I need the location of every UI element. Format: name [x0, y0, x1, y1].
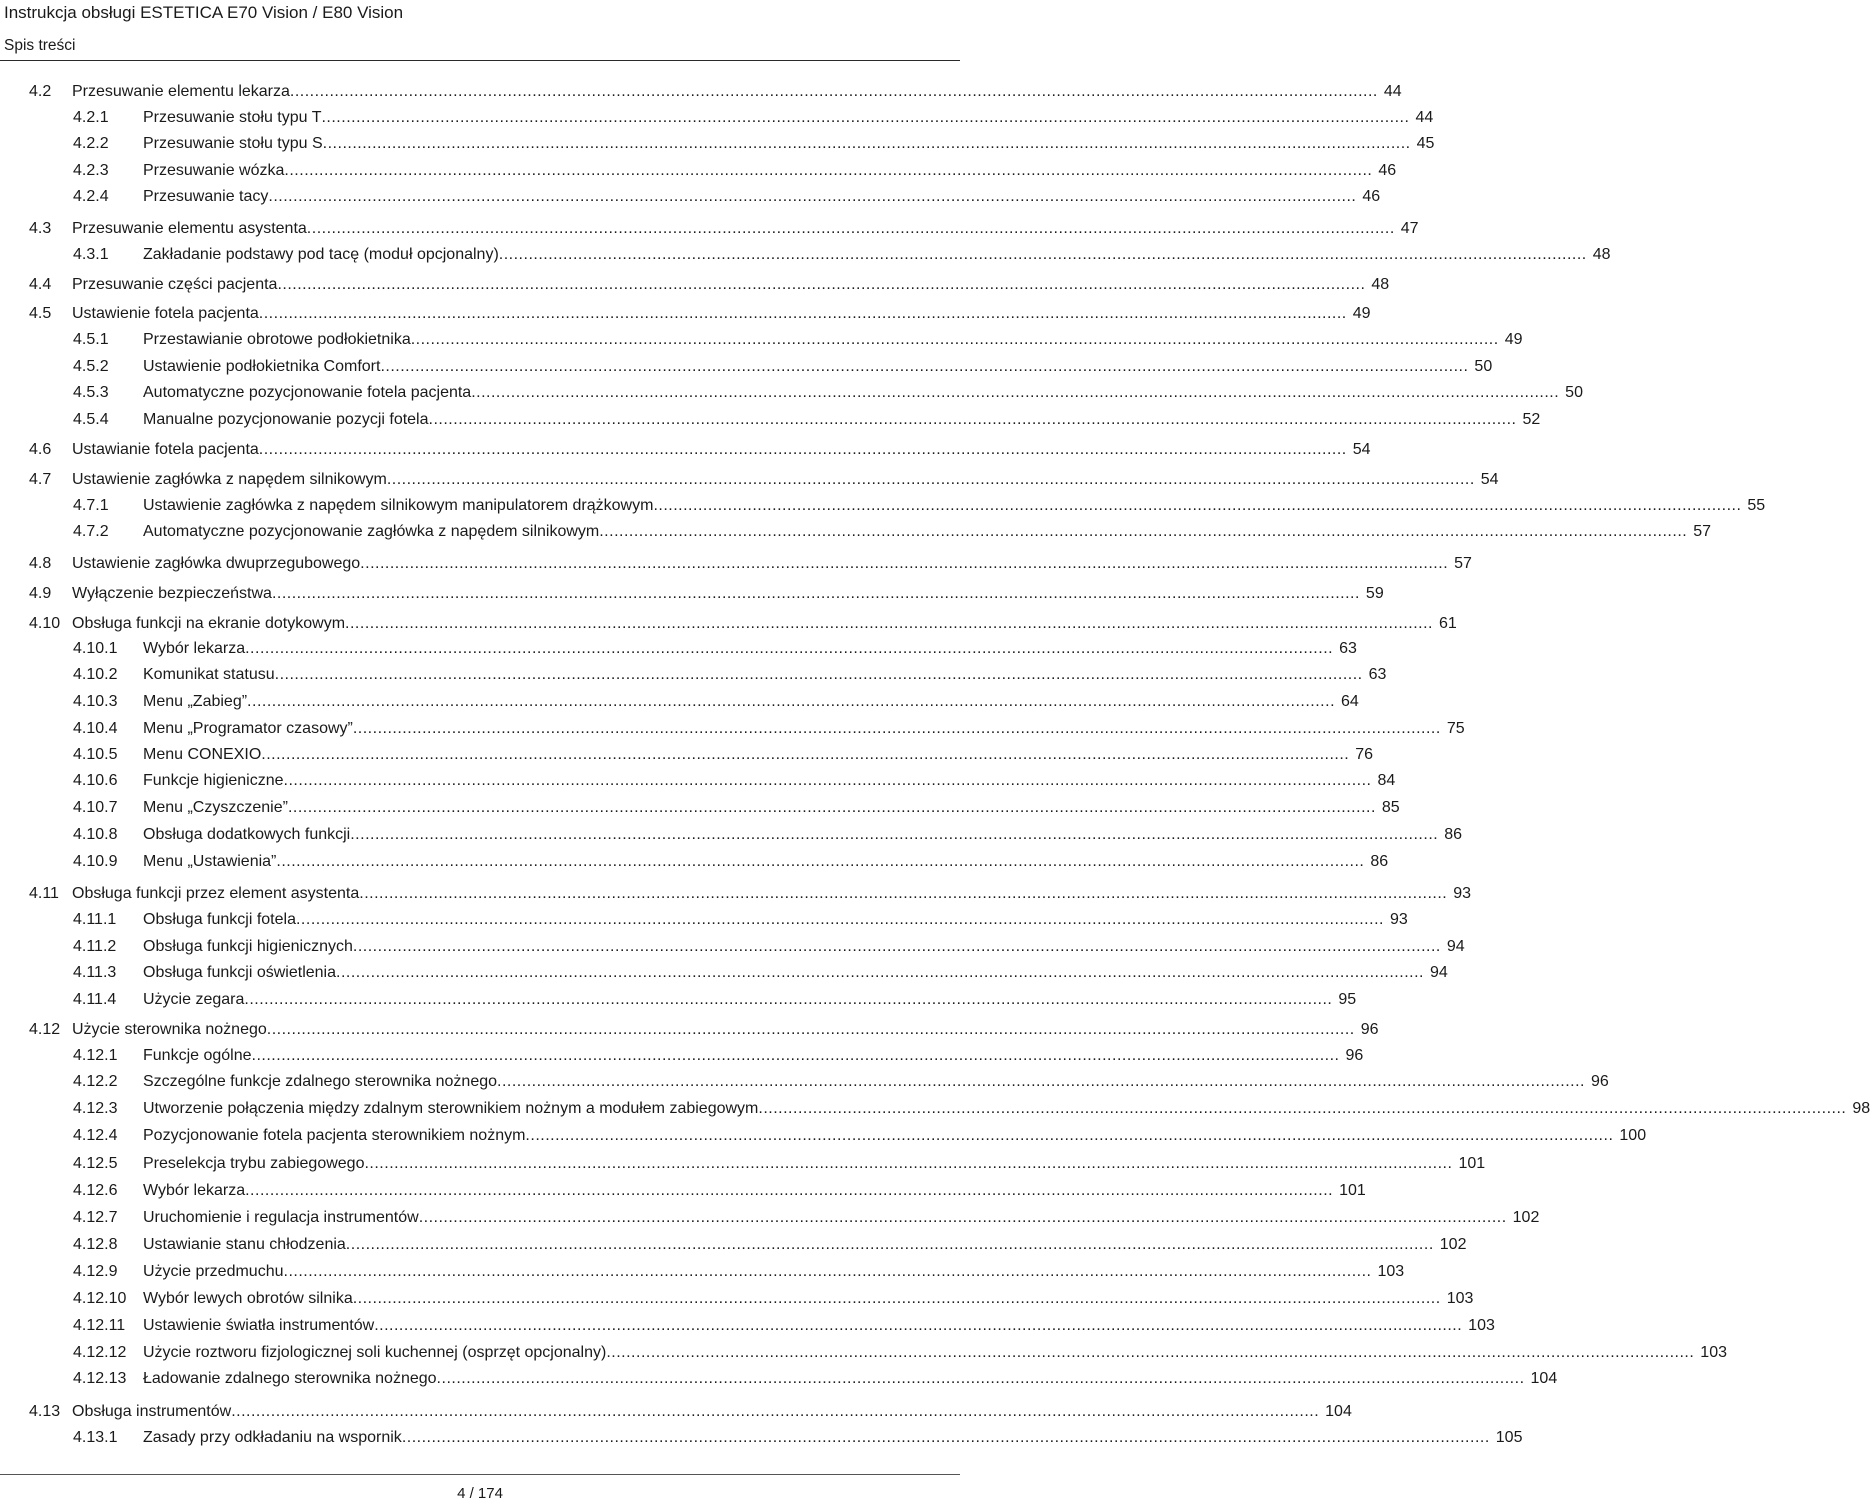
dot-leader: ............................................................................................................................................................................................................................	[758, 1100, 1847, 1117]
dot-leader: ............................................................................................................................................................................................................................	[471, 384, 1560, 401]
toc-entry-title: Uruchomienie i regulacja instrumentów	[143, 1209, 419, 1226]
toc-entry-title: Funkcje higieniczne	[143, 772, 284, 789]
toc-subsection-entry[interactable]	[0, 131, 1435, 157]
toc-entry-page: 94	[1446, 938, 1465, 955]
dot-leader: ............................................................................................................................................................................................................................	[306, 220, 1395, 237]
toc-entry-page: 63	[1368, 666, 1387, 683]
toc-subsection-entry[interactable]	[0, 407, 1541, 433]
toc-entry-number: 4.5.2	[73, 358, 109, 375]
toc-section-entry[interactable]	[0, 551, 1472, 577]
footer-divider	[0, 1474, 960, 1475]
toc-entry-number: 4.12.7	[73, 1209, 118, 1226]
toc-subsection-entry[interactable]	[0, 636, 1357, 662]
dot-leader: ............................................................................................................................................................................................................................	[364, 1155, 1453, 1172]
toc-entry-title: Obsługa funkcji przez element asystenta	[72, 885, 360, 902]
toc-entry-number: 4.12.3	[73, 1100, 118, 1117]
dot-leader: ............................................................................................................................................................................................................................	[380, 358, 1469, 375]
toc-entry-number: 4.12.4	[73, 1127, 118, 1144]
toc-section-entry[interactable]	[0, 216, 1419, 242]
toc-entry-page: 100	[1619, 1127, 1647, 1144]
toc-entry-title: Pozycjonowanie fotela pacjenta sterownikiem nożnym	[143, 1127, 526, 1144]
toc-entry-number: 4.10.6	[73, 772, 118, 789]
toc-subsection-entry[interactable]	[0, 519, 1711, 545]
dot-leader: ............................................................................................................................................................................................................................	[497, 1073, 1585, 1090]
toc-subsection-entry[interactable]	[0, 242, 1611, 268]
dot-leader: ............................................................................................................................................................................................................................	[410, 331, 1499, 348]
toc-entry-title: Przesuwanie stołu typu S	[143, 135, 323, 152]
toc-entry-page: 59	[1365, 585, 1384, 602]
toc-entry-number: 4.11.4	[73, 991, 117, 1008]
toc-subsection-entry[interactable]	[0, 1096, 1870, 1122]
toc-entry-page: 48	[1592, 246, 1611, 263]
toc-entry-title: Szczególne funkcje zdalnego sterownika nożnego	[143, 1073, 498, 1090]
toc-entry-title: Zakładanie podstawy pod tacę (moduł opcjonalny)	[143, 246, 499, 263]
toc-entry-page: 57	[1454, 555, 1472, 572]
toc-entry-title: Menu „Czyszczenie”	[143, 799, 288, 816]
toc-entry-page: 86	[1444, 826, 1462, 843]
toc-entry-number: 4.10	[29, 615, 61, 632]
dot-leader: ............................................................................................................................................................................................................................	[350, 826, 1439, 843]
dot-leader: ............................................................................................................................................................................................................................	[271, 585, 1360, 602]
toc-entry-number: 4.12.9	[73, 1263, 118, 1280]
toc-entry-page: 84	[1377, 772, 1396, 789]
dot-leader: ............................................................................................................................................................................................................................	[321, 109, 1410, 126]
toc-entry-title: Obsługa funkcji na ekranie dotykowym	[72, 615, 346, 632]
toc-subsection-entry[interactable]	[0, 716, 1465, 742]
toc-entry-page: 61	[1439, 615, 1457, 632]
toc-entry-title: Utworzenie połączenia między zdalnym sterownikiem nożnym a modułem zabiegowym	[143, 1100, 759, 1117]
toc-entry-page: 96	[1360, 1021, 1379, 1038]
toc-entry-page: 94	[1429, 964, 1448, 981]
dot-leader: ............................................................................................................................................................................................................................	[247, 693, 1336, 710]
dot-leader: ............................................................................................................................................................................................................................	[231, 1403, 1320, 1420]
toc-entry-title: Ustawienie zagłówka dwuprzegubowego	[72, 555, 361, 572]
toc-entry-page: 98	[1852, 1100, 1870, 1117]
dot-leader: ............................................................................................................................................................................................................................	[345, 1236, 1434, 1253]
toc-entry-page: 54	[1480, 471, 1499, 488]
dot-leader: ............................................................................................................................................................................................................................	[436, 1370, 1525, 1387]
toc-entry-number: 4.12.10	[73, 1290, 127, 1307]
toc-entry-page: 52	[1522, 411, 1541, 428]
toc-entry-number: 4.4	[29, 276, 52, 293]
toc-entry-number: 4.3	[29, 220, 52, 237]
toc-entry-title: Menu „Ustawienia”	[143, 853, 277, 870]
toc-entry-page: 49	[1352, 305, 1371, 322]
toc-entry-title: Przesuwanie stołu typu T	[143, 109, 322, 126]
dot-leader: ............................................................................................................................................................................................................................	[336, 964, 1424, 981]
dot-leader: ............................................................................................................................................................................................................................	[352, 720, 1441, 737]
toc-entry-page: 103	[1446, 1290, 1474, 1307]
toc-subsection-entry[interactable]	[0, 1313, 1495, 1339]
toc-entry-title: Obsługa funkcji oświetlenia	[143, 964, 336, 981]
toc-entry-title: Wybór lewych obrotów silnika	[143, 1290, 353, 1307]
toc-entry-page: 96	[1590, 1073, 1609, 1090]
toc-subsection-entry[interactable]	[0, 105, 1434, 131]
toc-entry-title: Wyłączenie bezpieczeństwa	[72, 585, 272, 602]
toc-subsection-entry[interactable]	[0, 1123, 1647, 1149]
header-divider	[0, 60, 960, 61]
toc-entry-title: Preselekcja trybu zabiegowego	[143, 1155, 365, 1172]
toc-entry-title: Obsługa funkcji fotela	[143, 911, 296, 928]
dot-leader: ............................................................................................................................................................................................................................	[401, 1429, 1490, 1446]
toc-entry-number: 4.11.3	[73, 964, 117, 981]
toc-entry-title: Ustawienie podłokietnika Comfort	[143, 358, 381, 375]
toc-subsection-entry[interactable]	[0, 795, 1400, 821]
toc-entry-title: Ustawienie zagłówka z napędem silnikowym	[72, 471, 387, 488]
toc-entry-title: Ustawienie fotela pacjenta	[72, 305, 259, 322]
dot-leader: ............................................................................................................................................................................................................................	[268, 188, 1357, 205]
toc-section-entry[interactable]	[0, 881, 1472, 907]
toc-entry-number: 4.10.8	[73, 826, 118, 843]
toc-entry-number: 4.12.13	[73, 1370, 127, 1387]
toc-entry-number: 4.13	[29, 1403, 61, 1420]
toc-entry-number: 4.6	[29, 441, 52, 458]
toc-entry-page: 101	[1458, 1155, 1486, 1172]
toc-entry-number: 4.11.1	[73, 911, 117, 928]
dot-leader: ............................................................................................................................................................................................................................	[599, 523, 1688, 540]
toc-entry-number: 4.2	[29, 83, 52, 100]
toc-entry-page: 64	[1341, 693, 1359, 710]
toc-subsection-entry[interactable]	[0, 1366, 1558, 1392]
toc-entry-number: 4.10.7	[73, 799, 118, 816]
dot-leader: ............................................................................................................................................................................................................................	[266, 1021, 1355, 1038]
toc-entry-number: 4.12.2	[73, 1073, 118, 1090]
toc-entry-page: 44	[1415, 109, 1434, 126]
toc-entry-page: 103	[1468, 1317, 1495, 1334]
toc-entry-title: Automatyczne pozycjonowanie fotela pacjenta	[143, 384, 472, 401]
document-title: Instrukcja obsługi ESTETICA E70 Vision / E80 Vision	[4, 3, 404, 22]
toc-entry-number: 4.12.11	[73, 1317, 126, 1334]
toc-entry-title: Manualne pozycjonowanie pozycji fotela	[143, 411, 429, 428]
toc-entry-title: Menu CONEXIO	[143, 746, 262, 763]
toc-entry-title: Funkcje ogólne	[143, 1047, 252, 1064]
toc-entry-page: 102	[1439, 1236, 1467, 1253]
toc-subsection-entry[interactable]	[0, 184, 1381, 210]
toc-subsection-entry[interactable]	[0, 689, 1359, 715]
toc-section-entry[interactable]	[0, 272, 1390, 298]
toc-entry-number: 4.3.1	[73, 246, 109, 263]
dot-leader: ............................................................................................................................................................................................................................	[418, 1209, 1507, 1226]
dot-leader: ............................................................................................................................................................................................................................	[245, 1182, 1334, 1199]
toc-entry-page: 85	[1381, 799, 1400, 816]
toc-entry-number: 4.10.5	[73, 746, 118, 763]
dot-leader: ............................................................................................................................................................................................................................	[284, 162, 1373, 179]
dot-leader: ............................................................................................................................................................................................................................	[386, 471, 1475, 488]
toc-entry-title: Obsługa dodatkowych funkcji	[143, 826, 351, 843]
toc-entry-page: 54	[1352, 441, 1371, 458]
toc-subsection-entry[interactable]	[0, 1232, 1467, 1258]
toc-entry-title: Użycie zegara	[143, 991, 245, 1008]
toc-entry-number: 4.9	[29, 585, 52, 602]
dot-leader: ............................................................................................................................................................................................................................	[276, 853, 1365, 870]
toc-entry-number: 4.7	[29, 471, 52, 488]
dot-leader: ............................................................................................................................................................................................................................	[289, 83, 1378, 100]
toc-subsection-entry[interactable]	[0, 822, 1462, 848]
toc-subsection-entry[interactable]	[0, 1151, 1486, 1177]
toc-entry-title: Przesuwanie wózka	[143, 162, 285, 179]
toc-entry-title: Użycie roztworu fizjologicznej soli kuchennej (osprzęt opcjonalny)	[143, 1344, 607, 1361]
toc-section-entry[interactable]	[0, 611, 1457, 637]
toc-entry-title: Obsługa funkcji higienicznych	[143, 938, 353, 955]
toc-entry-title: Przesuwanie elementu lekarza	[72, 83, 290, 100]
toc-entry-page: 47	[1400, 220, 1419, 237]
toc-entry-page: 101	[1339, 1182, 1366, 1199]
page-number: 4 / 174	[457, 1485, 503, 1502]
dot-leader: ............................................................................................................................................................................................................................	[274, 666, 1363, 683]
toc-entry-page: 93	[1453, 885, 1472, 902]
toc-entry-number: 4.2.1	[73, 109, 109, 126]
toc-section-entry[interactable]	[0, 581, 1384, 607]
dot-leader: ............................................................................................................................................................................................................................	[245, 640, 1334, 657]
toc-entry-page: 48	[1371, 276, 1390, 293]
toc-subsection-entry[interactable]	[0, 1178, 1366, 1204]
toc-subsection-entry[interactable]	[0, 1286, 1474, 1312]
toc-entry-title: Zasady przy odkładaniu na wspornik	[143, 1429, 402, 1446]
toc-entry-page: 44	[1383, 83, 1402, 100]
toc-entry-page: 46	[1378, 162, 1397, 179]
toc-entry-page: 46	[1362, 188, 1381, 205]
toc-entry-number: 4.5	[29, 305, 52, 322]
toc-entry-number: 4.11.2	[73, 938, 117, 955]
toc-entry-page: 102	[1512, 1209, 1540, 1226]
toc-subsection-entry[interactable]	[0, 493, 1766, 519]
toc-subsection-entry[interactable]	[0, 1205, 1540, 1231]
dot-leader: ............................................................................................................................................................................................................................	[244, 991, 1333, 1008]
toc-entry-page: 103	[1700, 1344, 1727, 1361]
toc-entry-title: Ustawianie stanu chłodzenia	[143, 1236, 346, 1253]
toc-entry-page: 75	[1446, 720, 1465, 737]
toc-subsection-entry[interactable]	[0, 768, 1396, 794]
toc-entry-page: 76	[1355, 746, 1374, 763]
toc-entry-page: 49	[1504, 331, 1523, 348]
toc-entry-number: 4.12.12	[73, 1344, 127, 1361]
dot-leader: ............................................................................................................................................................................................................................	[360, 555, 1449, 572]
dot-leader: ............................................................................................................................................................................................................................	[261, 746, 1350, 763]
toc-entry-page: 45	[1416, 135, 1435, 152]
toc-entry-title: Ładowanie zdalnego sterownika nożnego	[143, 1370, 437, 1387]
dot-leader: ............................................................................................................................................................................................................................	[374, 1317, 1463, 1334]
toc-section-entry[interactable]	[0, 1017, 1379, 1043]
toc-entry-title: Komunikat statusu	[143, 666, 275, 683]
toc-entry-number: 4.10.4	[73, 720, 118, 737]
dot-leader: ............................................................................................................................................................................................................................	[653, 497, 1742, 514]
toc-entry-title: Menu „Programator czasowy”	[143, 720, 353, 737]
toc-subsection-entry[interactable]	[0, 849, 1389, 875]
toc-entry-title: Użycie przedmuchu	[143, 1263, 284, 1280]
toc-entry-page: 50	[1565, 384, 1583, 401]
dot-leader: ............................................................................................................................................................................................................................	[287, 799, 1376, 816]
dot-leader: ............................................................................................................................................................................................................................	[352, 1290, 1441, 1307]
dot-leader: ............................................................................................................................................................................................................................	[498, 246, 1587, 263]
toc-entry-title: Obsługa instrumentów	[72, 1403, 232, 1420]
toc-entry-number: 4.12.1	[73, 1047, 118, 1064]
toc-entry-title: Przesuwanie tacy	[143, 188, 269, 205]
dot-leader: ............................................................................................................................................................................................................................	[606, 1344, 1695, 1361]
toc-entry-page: 93	[1389, 911, 1408, 928]
toc-section-entry[interactable]	[0, 437, 1371, 463]
toc-subsection-entry[interactable]	[0, 1043, 1364, 1069]
toc-entry-number: 4.8	[29, 555, 52, 572]
toc-entry-title: Ustawianie fotela pacjenta	[72, 441, 259, 458]
toc-entry-page: 55	[1747, 497, 1766, 514]
toc-subsection-entry[interactable]	[0, 987, 1357, 1013]
toc-subsection-entry[interactable]	[0, 1069, 1609, 1095]
toc-subsection-entry[interactable]	[0, 327, 1523, 353]
toc-entry-number: 4.10.1	[73, 640, 118, 657]
toc-entry-title: Wybór lekarza	[143, 640, 246, 657]
toc-entry-title: Ustawienie światła instrumentów	[143, 1317, 375, 1334]
toc-entry-number: 4.5.1	[73, 331, 109, 348]
toc-subsection-entry[interactable]	[0, 662, 1387, 688]
toc-entry-number: 4.2.4	[73, 188, 109, 205]
toc-entry-title: Ustawienie zagłówka z napędem silnikowym manipulatorem drążkowym	[143, 497, 654, 514]
toc-subsection-entry[interactable]	[0, 1425, 1523, 1451]
toc-entry-number: 4.7.1	[73, 497, 109, 514]
toc-entry-page: 103	[1377, 1263, 1405, 1280]
dot-leader: ............................................................................................................................................................................................................................	[525, 1127, 1614, 1144]
toc-section-entry[interactable]	[0, 467, 1499, 493]
toc-entry-title: Przesuwanie części pacjenta	[72, 276, 278, 293]
toc-entry-number: 4.11	[29, 885, 59, 902]
toc-entry-page: 104	[1530, 1370, 1558, 1387]
dot-leader: ............................................................................................................................................................................................................................	[359, 885, 1448, 902]
toc-entry-number: 4.10.2	[73, 666, 118, 683]
toc-entry-number: 4.10.9	[73, 853, 118, 870]
dot-leader: ............................................................................................................................................................................................................................	[283, 1263, 1372, 1280]
toc-subsection-entry[interactable]	[0, 354, 1493, 380]
toc-entry-number: 4.13.1	[73, 1429, 118, 1446]
toc-entry-title: Menu „Zabieg”	[143, 693, 248, 710]
dot-leader: ............................................................................................................................................................................................................................	[322, 135, 1411, 152]
toc-entry-title: Przestawianie obrotowe podłokietnika	[143, 331, 411, 348]
toc-subsection-entry[interactable]	[0, 742, 1374, 768]
toc-subsection-entry[interactable]	[0, 158, 1397, 184]
toc-subsection-entry[interactable]	[0, 1340, 1727, 1366]
toc-entry-page: 96	[1345, 1047, 1364, 1064]
dot-leader: ............................................................................................................................................................................................................................	[258, 305, 1347, 322]
toc-entry-page: 105	[1495, 1429, 1523, 1446]
toc-entry-number: 4.2.3	[73, 162, 109, 179]
toc-entry-number: 4.12.5	[73, 1155, 118, 1172]
dot-leader: ............................................................................................................................................................................................................................	[352, 938, 1441, 955]
toc-entry-page: 95	[1338, 991, 1357, 1008]
toc-subsection-entry[interactable]	[0, 1259, 1405, 1285]
toc-entry-page: 57	[1693, 523, 1711, 540]
dot-leader: ............................................................................................................................................................................................................................	[345, 615, 1433, 632]
toc-entry-number: 4.7.2	[73, 523, 109, 540]
toc-subsection-entry[interactable]	[0, 934, 1465, 960]
dot-leader: ............................................................................................................................................................................................................................	[251, 1047, 1340, 1064]
toc-entry-title: Wybór lekarza	[143, 1182, 246, 1199]
toc-entry-number: 4.12.6	[73, 1182, 118, 1199]
dot-leader: ............................................................................................................................................................................................................................	[295, 911, 1384, 928]
toc-entry-page: 63	[1339, 640, 1357, 657]
toc-entry-title: Przesuwanie elementu asystenta	[72, 220, 307, 237]
toc-section-entry[interactable]	[0, 301, 1371, 327]
toc-subsection-entry[interactable]	[0, 907, 1408, 933]
toc-entry-number: 4.2.2	[73, 135, 109, 152]
dot-leader: ............................................................................................................................................................................................................................	[283, 772, 1372, 789]
dot-leader: ............................................................................................................................................................................................................................	[258, 441, 1347, 458]
toc-entry-page: 104	[1325, 1403, 1352, 1420]
toc-entry-page: 86	[1370, 853, 1389, 870]
toc-entry-number: 4.5.3	[73, 384, 109, 401]
toc-entry-number: 4.10.3	[73, 693, 118, 710]
toc-entry-page: 50	[1474, 358, 1493, 375]
section-title: Spis treści	[4, 37, 76, 54]
toc-entry-title: Użycie sterownika nożnego	[72, 1021, 267, 1038]
toc-entry-number: 4.12.8	[73, 1236, 118, 1253]
toc-section-entry[interactable]	[0, 79, 1402, 105]
toc-subsection-entry[interactable]	[0, 960, 1448, 986]
dot-leader: ............................................................................................................................................................................................................................	[277, 276, 1366, 293]
toc-entry-title: Automatyczne pozycjonowanie zagłówka z napędem silnikowym	[143, 523, 600, 540]
dot-leader: ............................................................................................................................................................................................................................	[428, 411, 1517, 428]
toc-section-entry[interactable]	[0, 1399, 1352, 1425]
toc-entry-number: 4.12	[29, 1021, 61, 1038]
toc-entry-number: 4.5.4	[73, 411, 109, 428]
toc-subsection-entry[interactable]	[0, 380, 1583, 406]
